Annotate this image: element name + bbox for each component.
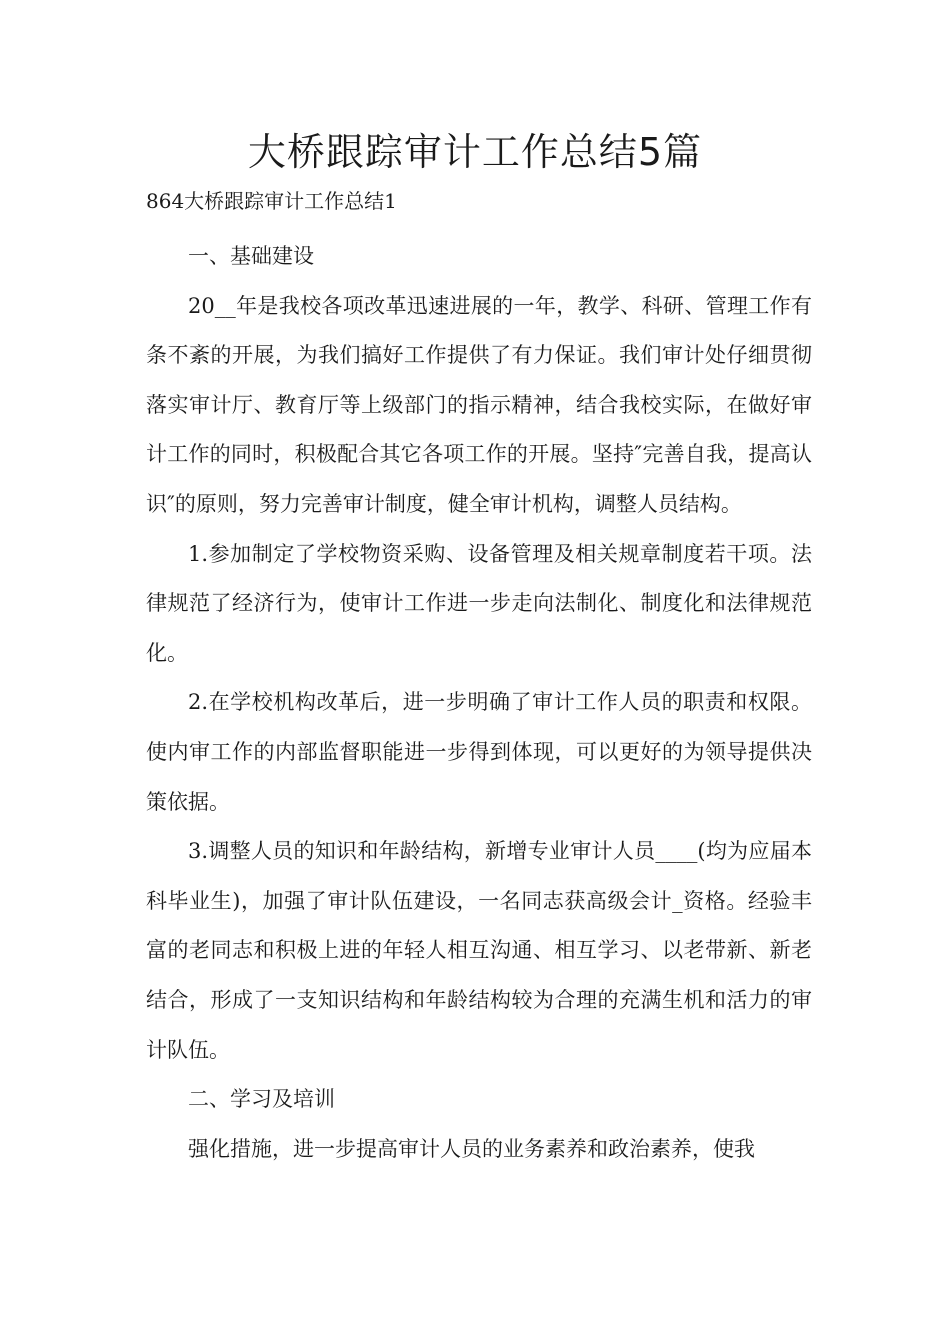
section-heading-training: 二、学习及培训 (188, 1087, 335, 1112)
section-heading-basic-construction: 一、基础建设 (188, 244, 314, 268)
document-body (146, 232, 812, 1174)
list-item-regulations: 1.参加制定了学校物资采购、设备管理及相关规章制度若干项。法律规范了经济行为，使审计工作进一步走向法制化、制度化和法律规范化。 (146, 541, 812, 665)
list-item-responsibilities: 2.在学校机构改革后，进一步明确了审计工作人员的职责和权限。使内审工作的内部监督职能进一步得到体现，可以更好的为领导提供决策依据。 (146, 690, 812, 814)
paragraph-overview: 20__年是我校各项改革迅速进展的一年，教学、科研、管理工作有条不紊的开展，为我们搞好工作提供了有力保证。我们审计处仔细贯彻落实审计厅、教育厅等上级部门的指示精神，结合我校实际，在做好审计工作的同时，积极配合其它各项工作的开展。坚持″完善自我，提高认识″的原则，努力完善审计制度，健全审计机构，调整人员结构。 (146, 293, 812, 516)
document-subtitle: 864大桥跟踪审计工作总结1 (146, 189, 397, 213)
document-title: 大桥跟踪审计工作总结5篇 (247, 130, 703, 174)
list-item-staff-structure: 3.调整人员的知识和年龄结构，新增专业审计人员____(均为应届本科毕业生)，加强了审计队伍建设，一名同志获高级会计_资格。经验丰富的老同志和积极上进的年轻人相互沟通、相互学习、以老带新、新老结合，形成了一支知识结构和年龄结构较为合理的充满生机和活力的审计队伍。 (146, 839, 812, 1062)
paragraph-training: 强化措施，进一步提高审计人员的业务素养和政治素养，使我 (188, 1136, 755, 1161)
